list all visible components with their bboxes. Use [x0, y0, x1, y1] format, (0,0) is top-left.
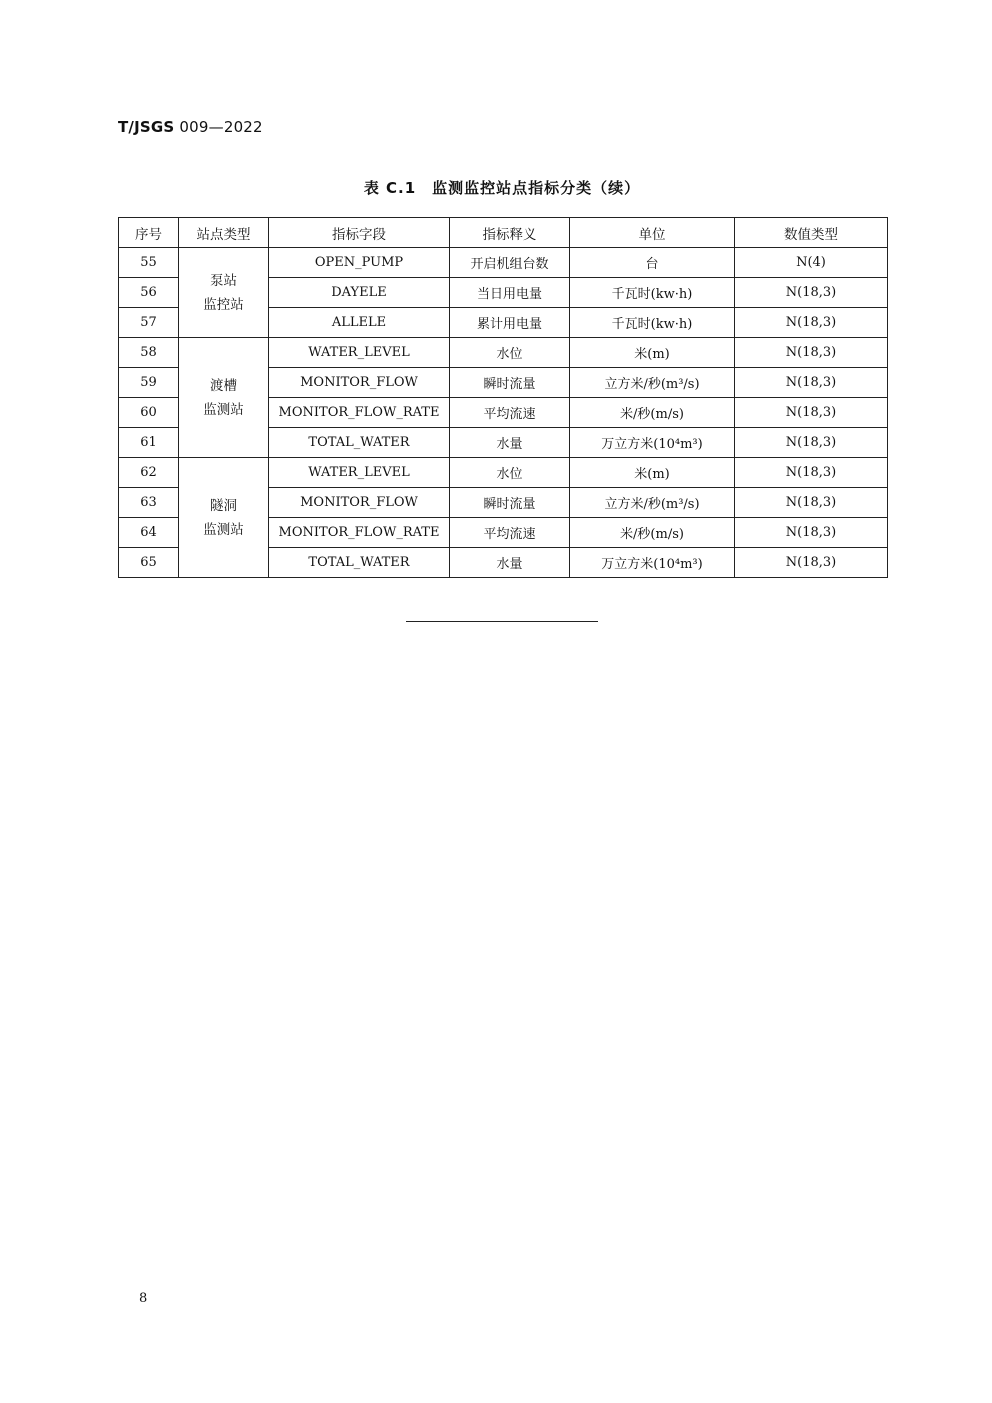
cell-value-type: N(18,3) — [735, 548, 888, 578]
cell-station-type — [179, 458, 269, 578]
column-header-no: 序号 — [119, 218, 179, 248]
cell-field: WATER_LEVEL — [269, 338, 450, 368]
cell-value-type: N(18,3) — [735, 488, 888, 518]
cell-field: OPEN_PUMP — [269, 248, 450, 278]
cell-field: ALLELE — [269, 308, 450, 338]
cell-no: 55 — [119, 248, 179, 278]
cell-unit: 立方米/秒(m³/s) — [570, 488, 735, 518]
station-type-line: 渡槽 — [210, 377, 237, 394]
cell-field: MONITOR_FLOW — [269, 488, 450, 518]
cell-meaning: 水量 — [450, 548, 570, 578]
cell-value-type: N(18,3) — [735, 368, 888, 398]
cell-no: 63 — [119, 488, 179, 518]
cell-field: MONITOR_FLOW_RATE — [269, 398, 450, 428]
table-header-row — [119, 218, 888, 248]
cell-meaning: 累计用电量 — [450, 308, 570, 338]
cell-field: TOTAL_WATER — [269, 428, 450, 458]
cell-no: 62 — [119, 458, 179, 488]
cell-meaning: 水位 — [450, 458, 570, 488]
cell-meaning: 开启机组台数 — [450, 248, 570, 278]
cell-unit: 米(m) — [570, 338, 735, 368]
cell-field: DAYELE — [269, 278, 450, 308]
column-header-station-type: 站点类型 — [179, 218, 269, 248]
cell-value-type: N(18,3) — [735, 518, 888, 548]
page-number: 8 — [139, 1291, 148, 1306]
cell-meaning: 水量 — [450, 428, 570, 458]
column-header-field: 指标字段 — [269, 218, 450, 248]
station-type-line: 泵站 — [210, 272, 237, 289]
cell-no: 58 — [119, 338, 179, 368]
indicator-table — [118, 217, 888, 578]
cell-meaning: 平均流速 — [450, 398, 570, 428]
end-of-table-rule — [406, 621, 598, 622]
cell-unit: 万立方米(10⁴m³) — [570, 428, 735, 458]
cell-value-type: N(18,3) — [735, 338, 888, 368]
table-row — [119, 458, 888, 488]
cell-station-type — [179, 338, 269, 458]
cell-no: 60 — [119, 398, 179, 428]
cell-no: 65 — [119, 548, 179, 578]
column-header-value-type: 数值类型 — [735, 218, 888, 248]
cell-meaning: 瞬时流量 — [450, 368, 570, 398]
cell-field: WATER_LEVEL — [269, 458, 450, 488]
cell-unit: 米/秒(m/s) — [570, 518, 735, 548]
station-type-line: 监控站 — [203, 296, 244, 313]
cell-field: TOTAL_WATER — [269, 548, 450, 578]
standard-number: 009—2022 — [179, 118, 263, 136]
cell-value-type: N(4) — [735, 248, 888, 278]
cell-meaning: 瞬时流量 — [450, 488, 570, 518]
cell-value-type: N(18,3) — [735, 428, 888, 458]
cell-unit: 米/秒(m/s) — [570, 398, 735, 428]
station-type-line: 监测站 — [203, 521, 244, 538]
cell-unit: 万立方米(10⁴m³) — [570, 548, 735, 578]
cell-value-type: N(18,3) — [735, 278, 888, 308]
cell-value-type: N(18,3) — [735, 308, 888, 338]
cell-no: 57 — [119, 308, 179, 338]
table-row — [119, 338, 888, 368]
cell-no: 61 — [119, 428, 179, 458]
cell-meaning: 平均流速 — [450, 518, 570, 548]
cell-unit: 台 — [570, 248, 735, 278]
column-header-unit: 单位 — [570, 218, 735, 248]
cell-unit: 千瓦时(kw·h) — [570, 278, 735, 308]
table-row — [119, 248, 888, 278]
cell-meaning: 水位 — [450, 338, 570, 368]
station-type-line: 监测站 — [203, 401, 244, 418]
table-title: 表 C.1 监测监控站点指标分类（续） — [363, 179, 641, 197]
cell-unit: 米(m) — [570, 458, 735, 488]
cell-meaning: 当日用电量 — [450, 278, 570, 308]
document-code — [118, 118, 263, 136]
column-header-meaning: 指标释义 — [450, 218, 570, 248]
station-type-line: 隧洞 — [210, 497, 237, 514]
cell-no: 59 — [119, 368, 179, 398]
cell-value-type: N(18,3) — [735, 398, 888, 428]
cell-field: MONITOR_FLOW — [269, 368, 450, 398]
cell-field: MONITOR_FLOW_RATE — [269, 518, 450, 548]
cell-value-type: N(18,3) — [735, 458, 888, 488]
table-body — [119, 248, 888, 578]
cell-unit: 千瓦时(kw·h) — [570, 308, 735, 338]
cell-station-type — [179, 248, 269, 338]
standard-prefix: T/JSGS — [118, 118, 175, 136]
cell-unit: 立方米/秒(m³/s) — [570, 368, 735, 398]
cell-no: 64 — [119, 518, 179, 548]
cell-no: 56 — [119, 278, 179, 308]
